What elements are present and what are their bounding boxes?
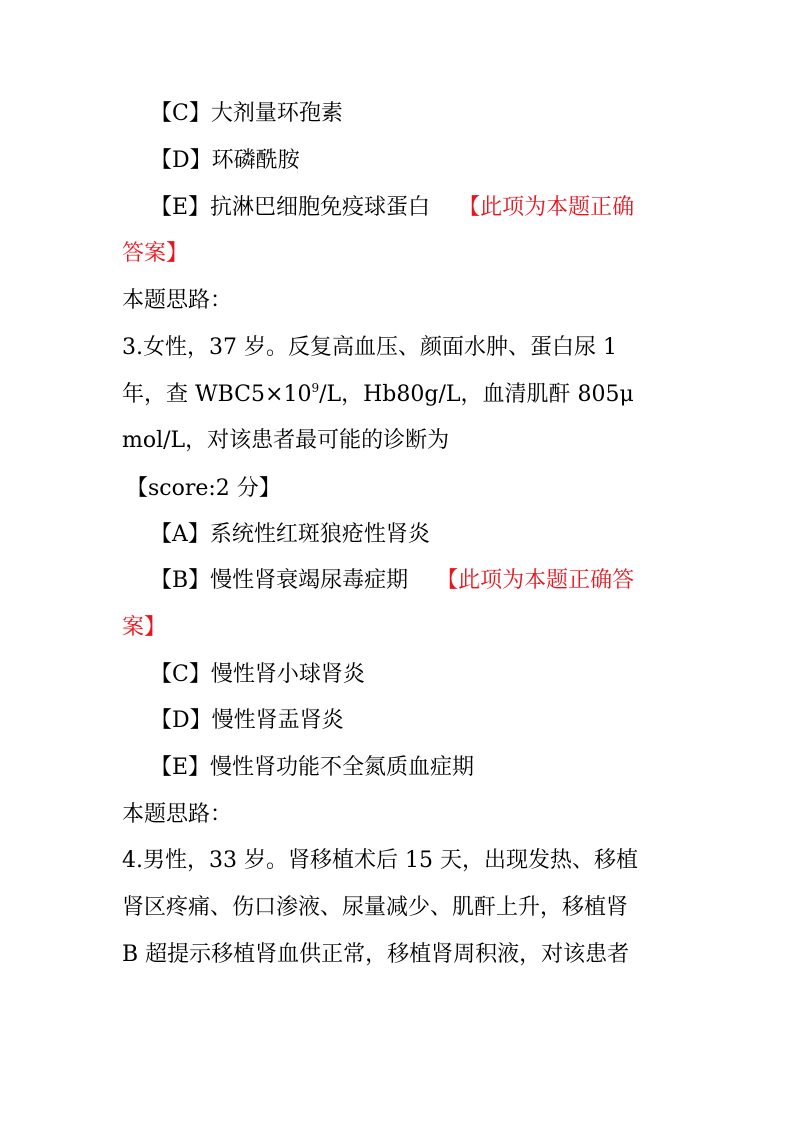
q2-correct-mark: 【此项为本题正确 bbox=[458, 195, 635, 220]
q3-stem-line-2-b: /L，Hb80g/L，血清肌酐 805μ bbox=[319, 382, 634, 407]
q3-option-b bbox=[150, 568, 710, 594]
q3-option-b-text: 【B】慢性肾衰竭尿毒症期 bbox=[150, 568, 409, 593]
q3-stem-line-2 bbox=[122, 382, 682, 408]
q2-correct-mark-continued: 答案】 bbox=[122, 241, 189, 266]
q3-score: 【score:2 分】 bbox=[126, 476, 281, 501]
q3-option-d: 【D】慢性肾盂肾炎 bbox=[150, 708, 344, 733]
q3-correct-mark-continued: 案】 bbox=[122, 615, 167, 640]
q2-reasoning-label: 本题思路： bbox=[122, 288, 233, 313]
q3-option-e: 【E】慢性肾功能不全氮质血症期 bbox=[150, 755, 475, 780]
q4-stem-line-2: 肾区疼痛、伤口渗液、尿量减少、肌酐上升，移植肾 bbox=[122, 895, 629, 920]
q3-exponent: 9 bbox=[311, 381, 320, 395]
q3-stem-line-3: mol/L，对该患者最可能的诊断为 bbox=[122, 428, 450, 453]
q3-reasoning-label: 本题思路： bbox=[122, 802, 233, 827]
q4-stem-line-1: 4.男性，33 岁。肾移植术后 15 天，出现发热、移植 bbox=[122, 848, 638, 873]
q2-option-c: 【C】大剂量环孢素 bbox=[150, 101, 343, 126]
q3-option-a: 【A】系统性红斑狼疮性肾炎 bbox=[150, 522, 430, 547]
q3-correct-mark: 【此项为本题正确答 bbox=[436, 568, 635, 593]
q3-option-c: 【C】慢性肾小球肾炎 bbox=[150, 662, 365, 687]
q4-stem-line-3: B 超提示移植肾血供正常，移植肾周积液，对该患者 bbox=[122, 942, 630, 967]
q2-option-e-text: 【E】抗淋巴细胞免疫球蛋白 bbox=[150, 195, 431, 220]
q2-option-d: 【D】环磷酰胺 bbox=[150, 148, 300, 173]
q3-stem-line-1: 3.女性，37 岁。反复高血压、颜面水肿、蛋白尿 1 bbox=[122, 335, 617, 360]
q3-stem-line-2-a: 年，查 WBC5×10 bbox=[122, 382, 312, 407]
q2-option-e bbox=[150, 195, 710, 221]
